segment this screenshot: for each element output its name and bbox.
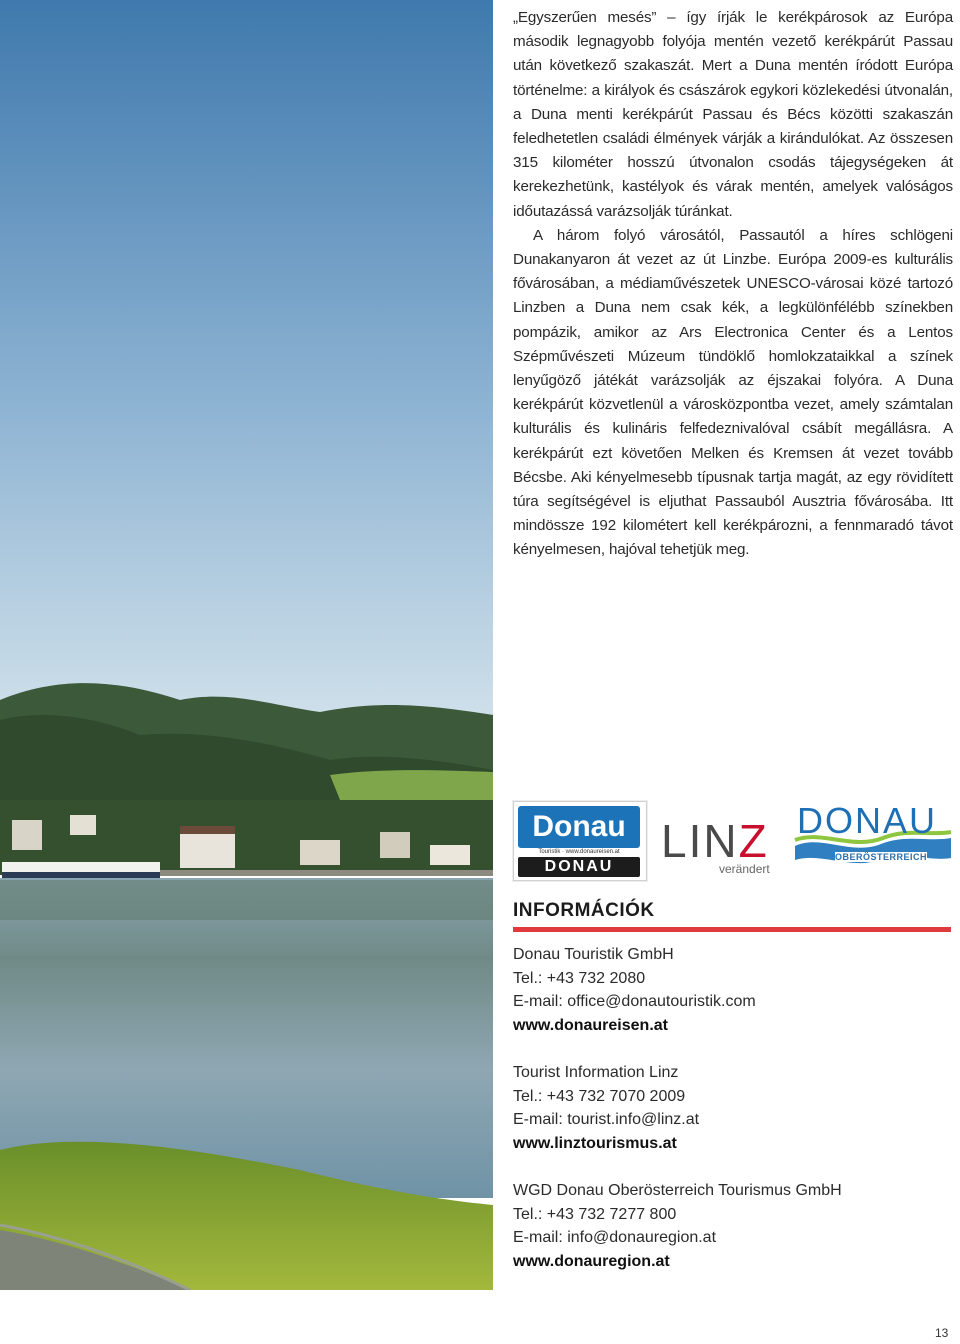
contact-email[interactable]: E-mail: tourist.info@linz.at [513, 1111, 700, 1129]
contact-name: Donau Touristik GmbH [513, 946, 674, 963]
article-paragraph-1: „Egyszerűen mesés” – így írják le kerékpárosok az Európa második legnagyobb folyója mentén vezető kerékpárút Passau után következő szakaszát. Mert a Duna mentén íródott Európa történelme: a királyok és császárok egykori közlekedési útvonalán, a Duna menti kerékpárút Passau és Bécs közötti szakaszán feledhetetlen családi élmények várják a kirándulókat. Az összesen 315 kilométer hosszú útvonalon csodás tájegységeken át kerekezhetünk, kastélyok és várak mentén, amelyek valóságos időutazássá varázsolják túránkat. [513, 9, 953, 220]
contact-website-link[interactable]: www.donauregion.at [513, 1252, 670, 1270]
contact-name: WGD Donau Oberösterreich Tourismus GmbH [513, 1182, 842, 1199]
donau-logo-url-text: Touristik · www.donaureisen.at [538, 849, 620, 855]
contact-email[interactable]: E-mail: info@donauregion.at [513, 1229, 717, 1247]
contact-tel: Tel.: +43 732 7277 800 [513, 1205, 677, 1223]
linz-logo-word [661, 815, 769, 867]
article-body [513, 6, 953, 563]
contact-website-link[interactable]: www.linztourismus.at [513, 1134, 677, 1152]
linz-logo-word-z: Z [738, 815, 769, 867]
contact-tel: Tel.: +43 732 2080 [513, 969, 646, 987]
linz-verandert-logo [661, 815, 781, 880]
contact-email[interactable]: E-mail: office@donautouristik.com [513, 993, 756, 1011]
danube-landscape-photo [0, 0, 493, 1290]
contact-website-link[interactable]: www.donaureisen.at [513, 1016, 668, 1034]
partner-logos [513, 800, 953, 880]
contact-tel: Tel.: +43 732 7070 2009 [513, 1087, 686, 1105]
donau-logo-bottom-text: DONAU [518, 857, 640, 877]
linz-logo-word-a: LIN [661, 815, 739, 867]
contact-block-1 [513, 943, 953, 1037]
article-paragraph-2: A három folyó városától, Passautól a híres schlögeni Dunakanyaron át vezet az út Linzbe. Európa 2009-es kulturális fővárosában, a médiaművészetek UNESCO-városai közé tartozó Linzben a Duna nem csak kék, a legkülönfélébb színekben pompázik, amikor az Ars Electronica Center és a Lentos Szépművészeti Múzeum tündöklő homlokzataikkal a színek lenyűgöző játékát varázsolják az éjszakai folyóra. A Duna kerékpárút közvetlenül a városközpontba vezet, amely számtalan kulturális és kulináris felfedeznivalóval csábít megállásra. A kerékpárút ezt követően Melken és Kremsen át vezet tovább Bécsbe. Aki kényelmesebb típusnak tartja magát, az egy rövidített túra segítségével is eljuthat Passauból Ausztria fővárosába. Itt mindössze 192 kilométert kell kerékpározni, a fennmaradó távot kényelmesen, hajóval tehetjük meg. [513, 226, 953, 559]
donau-logo-top-text: Donau [518, 806, 640, 848]
info-heading: INFORMÁCIÓK [513, 900, 951, 932]
contact-block-2 [513, 1061, 953, 1155]
contact-block-3 [513, 1179, 953, 1273]
page-number: 13 [935, 1326, 949, 1340]
donau-touristik-logo [513, 801, 647, 881]
linz-logo-sub: verändert [719, 862, 770, 876]
ooe-logo-word: DONAU [797, 800, 938, 841]
donau-oberosterreich-logo [791, 800, 953, 880]
contact-name: Tourist Information Linz [513, 1064, 679, 1081]
ooe-logo-sub: OBERÖSTERREICH [835, 852, 928, 862]
